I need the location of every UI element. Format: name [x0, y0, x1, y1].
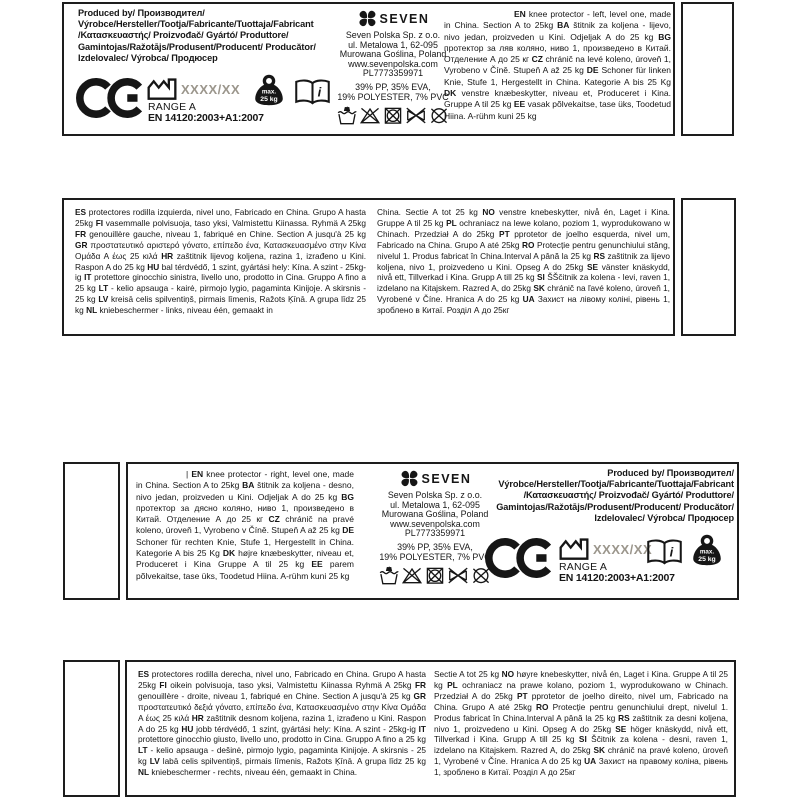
- producer-line: Výrobce/Hersteller/Tootja/Fabricante/Tuottaja/Fabricant: [498, 479, 734, 490]
- batch-number-placeholder: XXXX/XX: [181, 82, 241, 97]
- do-not-tumble-dry-icon: [424, 566, 446, 585]
- composition-line: 39% PP, 35% EVA,: [397, 541, 473, 552]
- address-line: Murowana Goślina, Poland: [339, 49, 447, 60]
- do-not-wring-icon: [405, 106, 427, 125]
- producer-line: /Κατασκευαστής/ Proizvođač/ Gyártó/ Produttore/: [523, 490, 734, 501]
- standard-label: EN 14120:2003+A1:2007: [148, 112, 264, 124]
- address-line: ul. Metalowa 1, 62-095: [348, 39, 438, 50]
- composition-line: 19% POLYESTER, 7% PVC: [337, 91, 449, 102]
- languages-column-2: China. Sectie A tot 25 kg NO venstre knebeskytter, nivå én, Laget i Kina. Gruppe A til 25 kg PL ochraniacz na lewe kolano, poziom 1, wyprodukowano w Chinach. Przedział A do 25kg PT pprotetor de joelho esquerda, nivel um, Fabricado na China. Grupo A até 25kg RO Protecție pentru genunchiului stâng, nivelul 1. Produs fabricat în China.Interval A până la 25 kg RS zaštitnik za lijevo koljena, nivo 1, proizvedeno u Kini. Opseg A do 25kg SE vänster knäskydd, nivå ett, Tillverkad i Kina. Grupp A till 25 kg SI ŠŠčitnik za kolena - levi, raven 1, izdelano na Kitajskem. Razred A, do 25kg SK chránič na ľavé koleno, úroveň 1, Vyrobené v Číne. Hranica A do 25 kg UA Захист на лівому коліні, рівень 1, зроблено в Китаї. Розділ А до 25кг: [377, 207, 670, 316]
- ce-mark-icon: [76, 76, 144, 120]
- care-symbols: [376, 566, 494, 585]
- max-weight-text-1: max.: [699, 548, 715, 556]
- product-description: | EN knee protector - right, level one, made in China. Section A to 25kg BA štitnik za koljena - desno, nivo jedan, proizveden u Kini. Odjeljak A do 25 kg BG протектор за дясно коляно, ниво 1, произведено в Китай. Отделение А до 25 кг CZ chránič na pravé koleno, úroveň 1, Vyrobeno v Číně. Stupeň A až 25 kg DE Schoner für rechten Knie, Stufe 1, Hergestellt in China. Kategorie A bis 25 Kg DK højre knæbeskytter, niveau et, Produceret i Kina Gruppe A til 25 kg EE parem põlvekaitse, tase üks, Toodetud Hiina. A-rühm kuni 25 kg: [136, 469, 354, 581]
- range-label: RANGE A: [148, 101, 197, 113]
- address-line: www.sevenpolska.com: [348, 58, 438, 69]
- manufacture-date-icon: [558, 535, 590, 561]
- company-block: [334, 8, 452, 125]
- max-weight-icon: [688, 532, 726, 568]
- do-not-tumble-dry-icon: [382, 106, 404, 125]
- producer-line: Produced by/ Производител/: [78, 8, 205, 18]
- company-address: [334, 31, 452, 79]
- producer-line: Produced by/ Производител/: [607, 468, 734, 478]
- languages-column-2: Sectie A tot 25 kg NO høyre knebeskytter, nivå én, Laget i Kina. Gruppe A til 25 kg PL ochraniacz na prawe kolano, poziom 1, wyprodukowano w Chinach. Przedział A do 25kg PT pprotetor de joelho direito, nivel um, Fabricado na China. Grupo A até 25kg RO Protecție pentru genunchiului drept, nivelul 1. Produs fabricat în China.Interval A până la 25 kg RS zaštitnik za desni koljena, nivo 1, proizvedeno u Kini. Opseg A do 25kg SE höger knäskydd, nivå ett, Tillverkad i Kina. Grupp A till 25 kg SI Ščitnik za kolena - desni, raven 1, izdelano na Kitajskem. Razred A, do 25kg SK chránič na pravé koleno, úroveň 1, Vyrobené v Číne. Hranica A do 25 kg UA Захист на правому коліна, рівень 1, зроблено в Китаї. Розділ А до 25кг: [434, 669, 728, 778]
- seven-logo: [334, 8, 452, 29]
- do-not-wring-icon: [447, 566, 469, 585]
- address-line: ul. Metalowa 1, 62-095: [390, 499, 480, 510]
- address-line: Murowana Goślina, Poland: [381, 509, 489, 520]
- composition-line: 19% POLYESTER, 7% PVC: [379, 551, 491, 562]
- blank-size-box-3: [63, 462, 120, 600]
- address-line: Seven Polska Sp. z o.o.: [387, 490, 483, 500]
- do-not-bleach-icon: [359, 106, 381, 125]
- label-right-knee-main: [126, 462, 739, 600]
- producer-line: /Κατασκευαστής/ Proizvođač/ Gyártó/ Produttore/: [78, 30, 289, 41]
- seven-logo-text: SEVEN: [379, 11, 430, 26]
- do-not-bleach-icon: [401, 566, 423, 585]
- standard-label: EN 14120:2003+A1:2007: [559, 572, 675, 584]
- producer-line: Izdelovalec/ Výrobca/ Продюсер: [594, 512, 734, 523]
- max-weight-text-1: max.: [261, 88, 277, 96]
- blank-size-box-2: [681, 198, 736, 336]
- producer-block: [458, 468, 734, 524]
- producer-line: Izdelovalec/ Výrobca/ Продюсер: [78, 52, 218, 63]
- address-line: Seven Polska Sp. z o.o.: [345, 30, 441, 40]
- material-composition: [334, 83, 452, 103]
- care-symbols: [334, 106, 452, 125]
- hand-wash-icon: [336, 106, 358, 125]
- label-left-knee-languages: [62, 198, 675, 336]
- producer-line: Gamintojas/Ražotājs/Produsent/Producent/ Producător/: [496, 501, 734, 512]
- manual-info-letter: i: [317, 84, 322, 100]
- blank-size-box-1: [681, 2, 734, 136]
- manufacture-date-icon: [146, 75, 178, 101]
- composition-line: 39% PP, 35% EVA,: [355, 81, 431, 92]
- seven-logo-text: SEVEN: [421, 471, 472, 486]
- read-manual-icon: [293, 78, 332, 106]
- producer-line: Výrobce/Hersteller/Tootja/Fabricante/Tuottaja/Fabricant: [78, 19, 314, 30]
- product-description: EN knee protector - left, level one, made in China. Section A to 25kg BA štitnik za koljena - lijevo, nivo jedan, proizveden u Kini. Odjeljak A do 25 kg BG протектор за ляв коляно, ниво 1, произведено в Китай. Отделение А до 25 кг CZ chránič na levé koleno, úroveň 1, Vyrobeno v Číně. Stupeň A až 25 kg DE Schoner für linken Knie, Stufe 1, Hergestellt in China. Kategorie A bis 25 Kg DK venstre knæbeskytter, niveau et, Produceret i Kina. Gruppe A til 25 kg EE vasak põlvekaitse, tase üks, Toodetud Hiina. A-rühm kuni 25 kg: [444, 9, 671, 121]
- read-manual-icon: [645, 538, 684, 566]
- max-weight-icon: [250, 72, 288, 108]
- ce-mark-icon: [485, 536, 553, 580]
- material-composition: [376, 543, 494, 563]
- address-line: www.sevenpolska.com: [390, 518, 480, 529]
- batch-number-placeholder: XXXX/XX: [593, 542, 653, 557]
- languages-column-1: ES protectores rodilla derecha, nivel uno, Fabricado en China. Grupo A hasta 25kg FI oikein polvisuoja, taso yksi, Valmistettu Kiinassa Ryhmä A 25kg FR genouillère - droite, niveau 1, fabriqué en Chine. Section A jusqu'à 25 kg GR προστατευτικό δεξιά γόνατο, επίπεδο ένα, Κατασκευασμένο στην Κίνα Ομάδα Α έως 25 κιλά HR zaštitnik desnom koljena, razina 1, izrađeno u Kini. Raspon A do 25 kg HU jobb térdvédő, 1 szint, gyártási hely: Kína. A szint - 25kg-ig IT protettore ginocchio giusto, livello uno, prodotto in Cina. Gruppo A fino a 25 kg LT - kelio apsauga - dešinė, pirmojo lygio, pagaminta Kinijoje. A skirsnis - 25 kg LV labā celis spilventiņš, pirmais līmenis, Ražots Ķīnā. A grupa līdz 25 kg NL kniebeschermer - rechts, niveau één, gemaakt in China.: [138, 669, 426, 778]
- blank-size-box-4: [63, 660, 120, 797]
- producer-block: [78, 8, 356, 64]
- max-weight-text-2: 25 kg: [698, 555, 716, 563]
- label-right-knee-languages: [125, 660, 736, 797]
- languages-column-1: ES protectores rodilla izquierda, nivel uno, Fabricado en China. Grupo A hasta 25kg FI vasemmalle polvisuoja, taso yksi, Valmistettu Kiinassa. Ryhmä A 25kg FR genouillère gauche, niveau 1, fabriqué en Chine. Section A jusqu'à 25 kg GR προστατευτικό αριστερό γόνατο, επίπεδο ένα, Κατασκευασμένο στην Κίνα Ομάδα Α έως 25 κιλά HR zaštitnik lijevog koljena, razina 1, izrađeno u Kini. Raspon A do 25 kg HU bal térdvédő, 1 szint, gyártási hely: Kína. A szint - 25kg-ig IT protettore ginocchio sinistra, livello uno, prodotto in Cina. Gruppo A fino a 25 kg LT - kelio apsauga - kairė, pirmojo lygio, pagaminta Kinijoje. A skirsnis - 25 kg LV kreisā celis spilventiņš, pirmais līmenis, Ražots Ķīnā. A grupa līdz 25 kg NL kniebeschermer - links, niveau één, gemaakt in: [75, 207, 366, 316]
- manual-info-letter: i: [669, 544, 674, 560]
- address-line: PL7773359971: [404, 528, 466, 539]
- hand-wash-icon: [378, 566, 400, 585]
- max-weight-text-2: 25 kg: [260, 95, 278, 103]
- seven-logo-icon: [399, 468, 420, 489]
- range-label: RANGE A: [559, 561, 608, 573]
- producer-line: Gamintojas/Ražotājs/Produsent/Producent/ Producător/: [78, 41, 316, 52]
- label-left-knee-main: [62, 2, 675, 136]
- seven-logo-icon: [357, 8, 378, 29]
- address-line: PL7773359971: [362, 68, 424, 79]
